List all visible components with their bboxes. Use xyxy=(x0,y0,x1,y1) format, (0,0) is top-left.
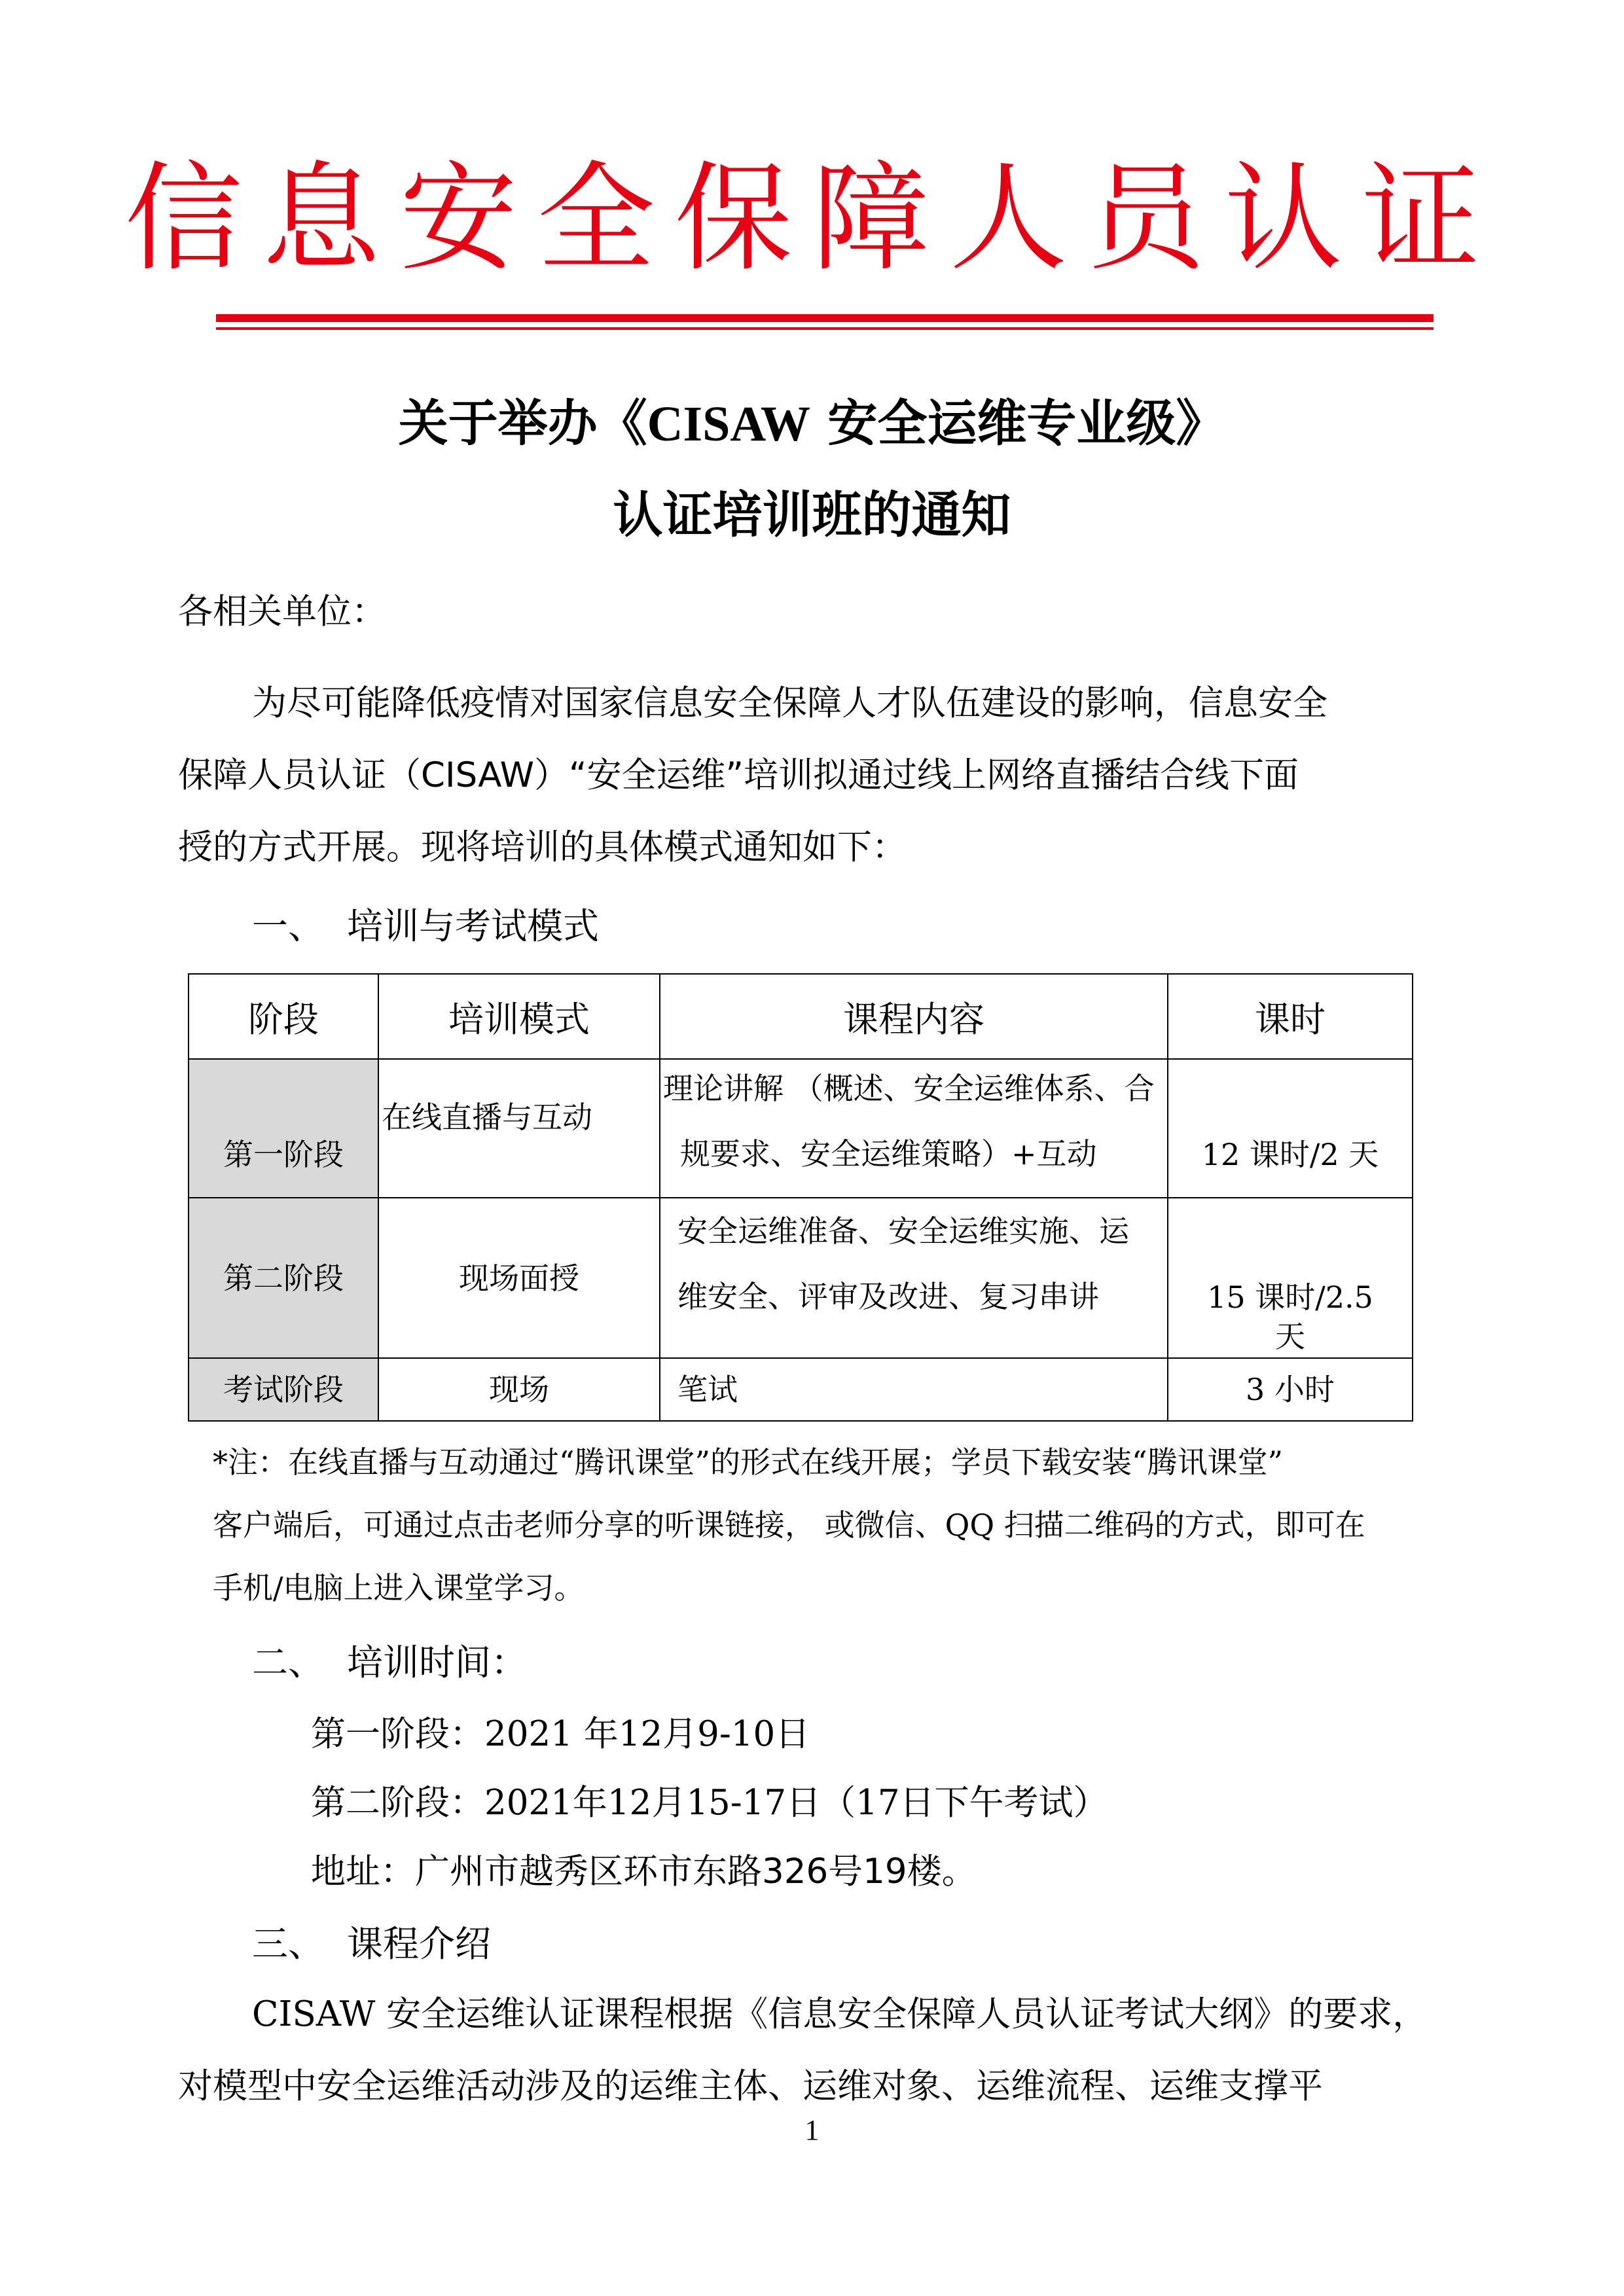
content-cell: 笔试 xyxy=(660,1358,1168,1421)
course-intro-line-2: 对模型中安全运维活动涉及的运维主体、运维对象、运维流程、运维支撑平 xyxy=(178,2066,1323,2106)
section-3-heading xyxy=(252,1921,491,1967)
hours-cell: 3 小时 xyxy=(1168,1358,1413,1421)
section-2-heading xyxy=(252,1640,527,1685)
mode-cell: 在线直播与互动 xyxy=(378,1059,660,1198)
table-row xyxy=(189,1059,1413,1198)
hours-line: 15 课时/2.5 xyxy=(1207,1280,1373,1315)
title-suffix: 安全运维专业级》 xyxy=(827,394,1226,452)
title-latin: CISAW xyxy=(647,397,810,452)
intro-line-3: 授的方式开展。现将培训的具体模式通知如下： xyxy=(178,827,907,867)
content-cell xyxy=(660,1198,1168,1358)
header-stage: 阶段 xyxy=(189,974,378,1059)
content-line: 安全运维准备、安全运维实施、运 xyxy=(677,1213,1129,1249)
section-1-heading xyxy=(252,903,599,949)
content-line: 理论讲解 （概述、安全运维体系、合 xyxy=(663,1071,1155,1106)
section-2-number: 二、 xyxy=(252,1641,325,1683)
header-hours: 课时 xyxy=(1168,974,1413,1059)
header-rule-thin xyxy=(216,327,1434,330)
schedule-stage-1: 第一阶段：2021 年12月9-10日 xyxy=(311,1714,810,1754)
stage-cell: 第二阶段 xyxy=(189,1198,378,1358)
section-1-number: 一、 xyxy=(252,905,325,947)
training-address: 地址：广州市越秀区环市东路326号19楼。 xyxy=(311,1852,977,1892)
intro-line-2: 保障人员认证（CISAW）“安全运维”培训拟通过线上网络直播结合线下面 xyxy=(178,755,1299,795)
section-3-title: 课程介绍 xyxy=(347,1923,492,1965)
content-cell xyxy=(660,1059,1168,1198)
note-line-2: 客户端后，可通过点击老师分享的听课链接， 或微信、QQ 扫描二维码的方式，即可在 xyxy=(213,1507,1365,1543)
content-line: 规要求、安全运维策略）+互动 xyxy=(680,1136,1097,1172)
header-content: 课程内容 xyxy=(660,974,1168,1059)
section-1-title: 培训与考试模式 xyxy=(347,905,600,947)
intro-line-1: 为尽可能降低疫情对国家信息安全保障人才队伍建设的影响，信息安全 xyxy=(252,683,1327,723)
hours-line: 天 xyxy=(1275,1319,1305,1354)
organization-header-title: 信息安全保障人员认证 xyxy=(124,151,1500,287)
stage-cell: 考试阶段 xyxy=(189,1358,378,1421)
section-3-number: 三、 xyxy=(252,1923,325,1965)
table-header-row xyxy=(189,974,1413,1059)
mode-cell: 现场面授 xyxy=(378,1198,660,1358)
hours-cell xyxy=(1168,1198,1413,1358)
salutation: 各相关单位： xyxy=(178,592,386,632)
note-line-3: 手机/电脑上进入课堂学习。 xyxy=(213,1570,585,1605)
table-row xyxy=(189,1198,1413,1358)
title-prefix: 关于举办《 xyxy=(398,394,647,452)
schedule-stage-2: 第二阶段：2021年12月15-17日（17日下午考试） xyxy=(311,1783,1108,1823)
notice-title-line2: 认证培训班的通知 xyxy=(613,486,1011,544)
mode-cell: 现场 xyxy=(378,1358,660,1421)
page-number: 1 xyxy=(804,2114,820,2146)
header-mode: 培训模式 xyxy=(378,974,660,1059)
stage-cell: 第一阶段 xyxy=(189,1059,378,1198)
course-intro-line-1: CISAW 安全运维认证课程根据《信息安全保障人员认证考试大纲》的要求， xyxy=(252,1994,1428,2034)
note-line-1: *注：在线直播与互动通过“腾讯课堂”的形式在线开展；学员下载安装“腾讯课堂” xyxy=(213,1444,1284,1480)
hours-cell: 12 课时/2 天 xyxy=(1168,1059,1413,1198)
table-row xyxy=(189,1358,1413,1421)
training-mode-table xyxy=(188,973,1413,1422)
content-line: 维安全、评审及改进、复习串讲 xyxy=(677,1279,1099,1314)
section-2-title: 培训时间： xyxy=(347,1641,528,1683)
notice-title-line1 xyxy=(0,391,1624,457)
header-rule-thick xyxy=(216,314,1434,322)
